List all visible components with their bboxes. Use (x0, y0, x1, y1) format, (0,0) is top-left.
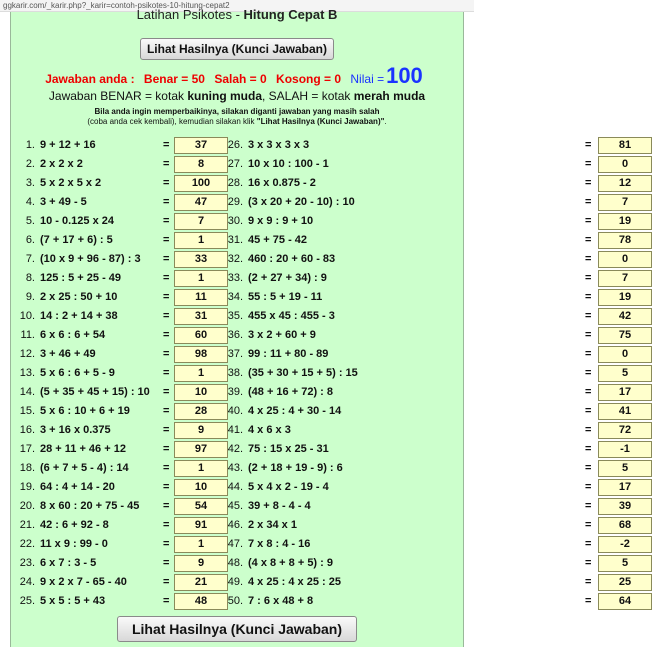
answer-input[interactable]: 7 (598, 270, 652, 287)
equals-sign: = (163, 158, 170, 170)
equals-sign: = (585, 158, 592, 170)
answer-input[interactable]: 28 (174, 403, 228, 420)
question-expression: 4 x 25 : 4 + 30 - 14 (248, 405, 342, 417)
equals-sign: = (585, 538, 592, 550)
equals-sign: = (585, 234, 592, 246)
question-row (11, 536, 251, 554)
score-kosong: Kosong = 0 (276, 72, 342, 86)
question-number: 2. (25, 158, 35, 170)
equals-sign: = (585, 500, 592, 512)
question-row (11, 441, 251, 459)
question-row (11, 384, 251, 402)
question-expression: 5 x 4 x 2 - 19 - 4 (248, 481, 329, 493)
question-number: 42. (227, 443, 243, 455)
question-expression: 2 x 2 x 2 (40, 158, 83, 170)
equals-sign: = (585, 139, 592, 151)
equals-sign: = (585, 329, 592, 341)
question-number: 36. (227, 329, 243, 341)
answer-input[interactable]: 64 (598, 593, 652, 610)
answer-input[interactable]: 8 (174, 156, 228, 173)
question-expression: 5 x 2 x 5 x 2 (40, 177, 102, 189)
question-number: 10. (19, 310, 35, 322)
question-expression: 55 : 5 + 19 - 11 (248, 291, 323, 303)
question-expression: (2 + 18 + 19 - 9) : 6 (248, 462, 343, 474)
question-expression: 2 x 34 x 1 (248, 519, 297, 531)
question-expression: (7 + 17 + 6) : 5 (40, 234, 113, 246)
equals-sign: = (585, 405, 592, 417)
nilai-label: Nilai = (350, 72, 385, 86)
equals-sign: = (585, 519, 592, 531)
equals-sign: = (163, 519, 170, 531)
question-expression: 28 + 11 + 46 + 12 (40, 443, 126, 455)
question-expression: 5 x 5 : 5 + 43 (40, 595, 106, 607)
equals-sign: = (585, 462, 592, 474)
question-expression: 7 : 6 x 48 + 8 (248, 595, 314, 607)
answer-input[interactable]: 10 (174, 384, 228, 401)
answer-input[interactable]: 0 (598, 156, 652, 173)
equals-sign: = (163, 329, 170, 341)
question-row (219, 346, 629, 364)
question-number: 30. (227, 215, 243, 227)
show-results-button-bottom[interactable]: Lihat Hasilnya (Kunci Jawaban) (117, 616, 357, 642)
question-number: 14. (19, 386, 35, 398)
answer-input[interactable]: 17 (598, 479, 652, 496)
answer-input[interactable]: 48 (174, 593, 228, 610)
question-number: 31. (227, 234, 243, 246)
question-row (11, 555, 251, 573)
question-row (11, 175, 251, 193)
question-number: 38. (227, 367, 243, 379)
question-expression: (10 x 9 + 96 - 87) : 3 (40, 253, 141, 265)
question-row (219, 384, 632, 402)
answer-input[interactable]: 7 (598, 194, 652, 211)
note-line-2 (11, 117, 463, 127)
page-title-prefix: Latihan Psikotes - (136, 7, 244, 22)
answer-input[interactable]: 19 (598, 213, 652, 230)
question-row (11, 194, 251, 212)
answer-input[interactable]: 54 (174, 498, 228, 515)
question-number: 49. (227, 576, 243, 588)
question-row (219, 460, 629, 478)
answer-input[interactable]: 19 (598, 289, 652, 306)
equals-sign: = (585, 386, 592, 398)
question-expression: 2 x 25 : 50 + 10 (40, 291, 118, 303)
answer-input[interactable]: -2 (598, 536, 652, 553)
question-row (11, 574, 251, 592)
question-number: 4. (25, 196, 35, 208)
question-number: 41. (227, 424, 243, 436)
question-row (219, 365, 629, 383)
question-number: 7. (25, 253, 35, 265)
answer-input[interactable]: 7 (174, 213, 228, 230)
answer-input[interactable]: 100 (174, 175, 228, 192)
question-row (11, 422, 251, 440)
question-expression: 42 : 6 + 92 - 8 (40, 519, 109, 531)
question-number: 43. (227, 462, 243, 474)
question-number: 21. (19, 519, 35, 531)
answer-input[interactable]: 1 (174, 365, 228, 382)
note-line-2-link-text: "Lihat Hasilnya (Kunci Jawaban)" (256, 117, 385, 126)
equals-sign: = (163, 538, 170, 550)
score-salah: Salah = 0 (214, 72, 267, 86)
question-row (11, 327, 251, 345)
question-row (11, 137, 251, 155)
question-row (219, 479, 632, 497)
question-row (11, 213, 251, 231)
answer-input[interactable]: 21 (174, 574, 228, 591)
question-expression: 125 : 5 + 25 - 49 (40, 272, 122, 284)
equals-sign: = (585, 481, 592, 493)
question-row (11, 308, 251, 326)
question-number: 50. (227, 595, 243, 607)
question-expression: (3 x 20 + 20 - 10) : 10 (248, 196, 355, 208)
answer-input[interactable]: 25 (598, 574, 652, 591)
equals-sign: = (585, 367, 592, 379)
question-number: 33. (227, 272, 243, 284)
question-number: 15. (19, 405, 35, 417)
question-number: 5. (25, 215, 35, 227)
question-row (11, 403, 251, 421)
question-expression: 45 + 75 - 42 (248, 234, 308, 246)
page-title (11, 7, 463, 22)
question-row (219, 327, 632, 345)
question-expression: 10 - 0.125 x 24 (40, 215, 115, 227)
question-number: 44. (227, 481, 243, 493)
question-expression: (35 + 30 + 15 + 5) : 15 (248, 367, 358, 379)
equals-sign: = (585, 272, 592, 284)
answer-input[interactable]: 5 (598, 555, 652, 572)
question-number: 34. (227, 291, 243, 303)
answer-legend (11, 89, 463, 103)
question-number: 22. (19, 538, 35, 550)
answer-input[interactable]: 41 (598, 403, 652, 420)
question-row (219, 498, 632, 516)
score-line (11, 63, 463, 91)
show-results-button-top[interactable]: Lihat Hasilnya (Kunci Jawaban) (140, 38, 334, 60)
question-row (11, 593, 251, 611)
question-row (11, 498, 251, 516)
answer-input[interactable]: 31 (174, 308, 228, 325)
legend-correct-color: kuning muda (187, 89, 262, 103)
question-number: 40. (227, 405, 243, 417)
question-number: 18. (19, 462, 35, 474)
question-row (11, 270, 251, 288)
question-number: 35. (227, 310, 243, 322)
question-expression: 64 : 4 + 14 - 20 (40, 481, 115, 493)
equals-sign: = (163, 139, 170, 151)
question-row (219, 175, 632, 193)
question-expression: 6 x 6 : 6 + 54 (40, 329, 106, 341)
question-row (219, 194, 629, 212)
equals-sign: = (163, 405, 170, 417)
question-number: 29. (227, 196, 243, 208)
question-row (11, 517, 251, 535)
question-row (219, 156, 629, 174)
question-number: 8. (25, 272, 35, 284)
answer-input[interactable]: 9 (174, 422, 228, 439)
answer-input[interactable]: 5 (598, 365, 652, 382)
answer-input[interactable]: 10 (174, 479, 228, 496)
question-row (11, 251, 251, 269)
equals-sign: = (163, 443, 170, 455)
question-expression: 10 x 10 : 100 - 1 (248, 158, 329, 170)
answer-input[interactable]: 33 (174, 251, 228, 268)
question-number: 20. (19, 500, 35, 512)
answer-input[interactable]: 39 (598, 498, 652, 515)
question-row (219, 137, 632, 155)
question-expression: 9 x 2 x 7 - 65 - 40 (40, 576, 127, 588)
equals-sign: = (163, 367, 170, 379)
score-benar: Benar = 50 (143, 72, 205, 86)
equals-sign: = (163, 310, 170, 322)
question-number: 9. (25, 291, 35, 303)
question-expression: 5 x 6 : 10 + 6 + 19 (40, 405, 130, 417)
question-expression: 460 : 20 + 60 - 83 (248, 253, 336, 265)
answer-input[interactable]: 97 (174, 441, 228, 458)
question-row (219, 593, 632, 611)
note-line-2-text: (coba anda cek kembali), kemudian silakan klik (87, 117, 257, 126)
question-row (219, 403, 632, 421)
legend-text-1: Jawaban BENAR = kotak (48, 89, 188, 103)
legend-wrong-color: merah muda (353, 89, 426, 103)
equals-sign: = (585, 443, 592, 455)
equals-sign: = (163, 234, 170, 246)
url-text: ggkarir.com/_karir.php?_karir=contoh-psikotes-10-hitung-cepat2 (3, 1, 230, 10)
answer-input[interactable]: 42 (598, 308, 652, 325)
question-expression: (6 + 7 + 5 - 4) : 14 (40, 462, 129, 474)
note-line-1: Bila anda ingin memperbaikinya, silakan diganti jawaban yang masih salah (94, 107, 380, 116)
question-number: 37. (227, 348, 243, 360)
question-row (11, 232, 251, 250)
answer-input[interactable]: 98 (174, 346, 228, 363)
question-number: 46. (227, 519, 243, 531)
question-row (219, 574, 632, 592)
answer-input[interactable]: 12 (598, 175, 652, 192)
question-number: 28. (227, 177, 243, 189)
answer-input[interactable]: 9 (174, 555, 228, 572)
equals-sign: = (585, 348, 592, 360)
answer-input[interactable]: 17 (598, 384, 652, 401)
equals-sign: = (163, 386, 170, 398)
equals-sign: = (585, 424, 592, 436)
question-expression: 11 x 9 : 99 - 0 (40, 538, 108, 550)
question-row (219, 213, 632, 231)
question-expression: 4 x 25 : 4 x 25 : 25 (248, 576, 341, 588)
question-row (219, 555, 629, 573)
question-number: 32. (227, 253, 243, 265)
question-row (11, 460, 251, 478)
equals-sign: = (163, 196, 170, 208)
nilai-value: 100 (386, 63, 423, 88)
question-expression: 39 + 8 - 4 - 4 (248, 500, 311, 512)
answer-input[interactable]: 37 (174, 137, 228, 154)
question-row (11, 346, 251, 364)
question-expression: 75 : 15 x 25 - 31 (248, 443, 329, 455)
equals-sign: = (163, 291, 170, 303)
answer-input[interactable]: 1 (174, 232, 228, 249)
equals-sign: = (163, 253, 170, 265)
question-expression: 9 + 12 + 16 (40, 139, 96, 151)
question-expression: 7 x 8 : 4 - 16 (248, 538, 311, 550)
question-number: 16. (19, 424, 35, 436)
equals-sign: = (585, 557, 592, 569)
equals-sign: = (163, 348, 170, 360)
equals-sign: = (163, 576, 170, 588)
question-row (219, 536, 630, 554)
answer-input[interactable]: 60 (174, 327, 228, 344)
question-expression: 3 + 49 - 5 (40, 196, 87, 208)
equals-sign: = (585, 310, 592, 322)
question-expression: 8 x 60 : 20 + 75 - 45 (40, 500, 140, 512)
legend-text-2: , SALAH = kotak (262, 89, 354, 103)
note-line-2-end: . (384, 117, 387, 126)
equals-sign: = (163, 557, 170, 569)
answer-input[interactable]: 91 (174, 517, 228, 534)
page-title-bold: Hitung Cepat B (243, 7, 338, 22)
question-expression: 14 : 2 + 14 + 38 (40, 310, 118, 322)
equals-sign: = (163, 215, 170, 227)
question-number: 39. (227, 386, 243, 398)
question-row (219, 422, 632, 440)
equals-sign: = (585, 177, 592, 189)
question-expression: (5 + 35 + 45 + 15) : 10 (40, 386, 150, 398)
equals-sign: = (585, 291, 592, 303)
answer-input[interactable]: 78 (598, 232, 652, 249)
answer-input[interactable]: 5 (598, 460, 652, 477)
question-number: 1. (25, 139, 35, 151)
quiz-page (10, 7, 632, 647)
instruction-note (11, 107, 463, 127)
question-number: 25. (19, 595, 35, 607)
question-number: 13. (19, 367, 35, 379)
question-expression: (4 x 8 + 8 + 5) : 9 (248, 557, 333, 569)
answer-input[interactable]: 1 (174, 270, 228, 287)
question-row (219, 517, 632, 535)
answer-input[interactable]: 0 (598, 346, 652, 363)
equals-sign: = (585, 215, 592, 227)
question-row (11, 479, 251, 497)
equals-sign: = (585, 253, 592, 265)
equals-sign: = (163, 177, 170, 189)
answer-input[interactable]: 1 (174, 536, 228, 553)
question-number: 45. (227, 500, 243, 512)
answer-input[interactable]: -1 (598, 441, 652, 458)
question-expression: 455 x 45 : 455 - 3 (248, 310, 335, 322)
question-expression: 4 x 6 x 3 (248, 424, 291, 436)
question-row (219, 232, 632, 250)
question-expression: 5 x 6 : 6 + 5 - 9 (40, 367, 115, 379)
question-expression: 99 : 11 + 80 - 89 (248, 348, 329, 360)
question-expression: 3 + 46 + 49 (40, 348, 96, 360)
question-number: 3. (25, 177, 35, 189)
equals-sign: = (585, 576, 592, 588)
equals-sign: = (163, 500, 170, 512)
answer-input[interactable]: 68 (598, 517, 652, 534)
answer-input[interactable]: 72 (598, 422, 652, 439)
question-expression: 16 x 0.875 - 2 (248, 177, 316, 189)
question-expression: (2 + 27 + 34) : 9 (248, 272, 327, 284)
question-expression: 3 x 2 + 60 + 9 (248, 329, 316, 341)
equals-sign: = (585, 595, 592, 607)
equals-sign: = (163, 462, 170, 474)
question-number: 47. (227, 538, 243, 550)
question-expression: (48 + 16 + 72) : 8 (248, 386, 333, 398)
answer-input[interactable]: 47 (174, 194, 228, 211)
question-number: 48. (227, 557, 243, 569)
question-number: 26. (227, 139, 243, 151)
score-prefix: Jawaban anda : (45, 72, 135, 86)
answer-input[interactable]: 81 (598, 137, 652, 154)
question-number: 17. (19, 443, 35, 455)
answer-input[interactable]: 11 (174, 289, 228, 306)
question-number: 19. (19, 481, 35, 493)
equals-sign: = (163, 424, 170, 436)
question-row (11, 156, 251, 174)
question-number: 12. (19, 348, 35, 360)
question-number: 24. (19, 576, 35, 588)
question-expression: 6 x 7 : 3 - 5 (40, 557, 97, 569)
question-row (219, 251, 629, 269)
question-expression: 3 x 3 x 3 x 3 (248, 139, 310, 151)
equals-sign: = (163, 272, 170, 284)
answer-input[interactable]: 1 (174, 460, 228, 477)
question-number: 27. (227, 158, 243, 170)
answer-input[interactable]: 75 (598, 327, 652, 344)
answer-input[interactable]: 0 (598, 251, 652, 268)
question-expression: 9 x 9 : 9 + 10 (248, 215, 314, 227)
question-row (219, 441, 630, 459)
question-row (219, 270, 629, 288)
question-row (219, 289, 632, 307)
question-row (11, 289, 251, 307)
question-row (11, 365, 251, 383)
equals-sign: = (585, 196, 592, 208)
question-row (219, 308, 632, 326)
equals-sign: = (163, 595, 170, 607)
question-expression: 3 + 16 x 0.375 (40, 424, 111, 436)
equals-sign: = (163, 481, 170, 493)
question-number: 6. (25, 234, 35, 246)
question-number: 23. (19, 557, 35, 569)
question-number: 11. (20, 329, 35, 341)
